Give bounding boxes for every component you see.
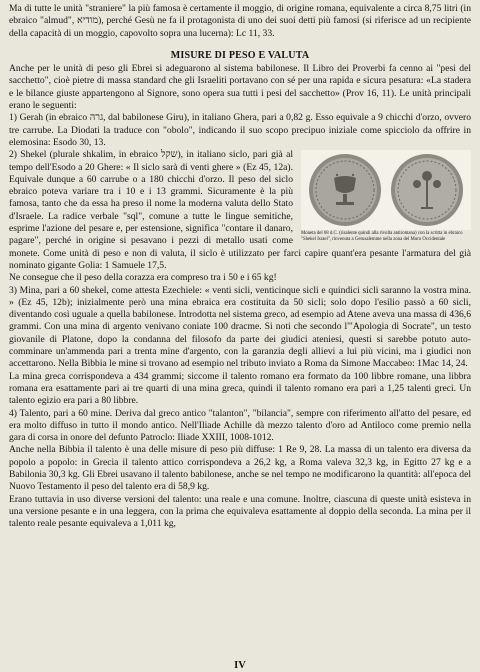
talent-paragraph: 4) Talento, pari a 60 mine. Deriva dal greco antico "talanton", "bilancia", sempre con riferimento all'atto del pesare, ed era molto diffuso in tutto il mondo antico. Nell'Iliade Achille dà mezzo talento d'oro ad Antiloco come premio nella gara di corsa in onore del defunto Patroclo: Iliade XXIII, 1008-1012. xyxy=(9,407,471,444)
shekel-paragraph: 2) Shekel (plurale shkalim, in ebraico שקל), in italiano siclo, pari già al tempo dell'Esodo a 20 Ghere: « Il siclo sarà di venti ghere » (Ez 45, 12a). Equivale dunque a 60 carrube o a 180 chicchi d'orzo. Il peso del siclo ebraico poteva variare tra i 10 e i 13 grammi. Sicuramente è la più famosa, tanto che da essa ha preso il nome la moderna valuta dello Stato d'Israele. La radice verbale "sql", comune a tutte le lingue semitiche, esprime l'azione del pesare e, per estensione, significa "contare il danaro, pagare", perché in origine si pesavano i pezzi di metallo usati come monete. Come unità di peso e non di valuta, il siclo è utilizzato per farci capire quant'era pesante l'armatura del già nominato gigante Golia: 1 Samuele 17,5. xyxy=(9,149,471,271)
page-number: IV xyxy=(234,659,246,671)
coin-figure xyxy=(301,150,471,242)
shekel-coin-image xyxy=(301,150,471,230)
gerah-paragraph: 1) Gerah (in ebraico גרה, dal babilonese Giru), in italiano Ghera, pari a 0,82 g. Esso equivale a 9 chicchi d'orzo, ovvero tre carrube. La Diodati la traduce con "obolo", indicando il suo scopo precipuo iniziale come spicciolo da offrire in elemosina: Esodo 30, 13. xyxy=(9,112,471,148)
intro-paragraph: Ma di tutte le unità "straniere" la più famosa è certamente il moggio, di origine romana, equivalente a circa 8,75 litri (in ebraico "almud", מודיא), perché Gesù ne fa il protagonista di uno dei suoi detti più famosi (si riferisce ad un recipiente della capacità di un moggio, capovolto sopra una lucerna): Lc 11, 33. xyxy=(9,3,471,39)
coin-caption: Moneta del 68 d.C. (risalente quindi alla rivolta antiromana) con la scritta in ebraico "Shekel Israel", rinvenuta a Gerusalemme nella zona del Muro Occidentale xyxy=(301,231,463,242)
greek-mina-paragraph: La mina greca corrispondeva a 434 grammi; siccome il talento romano era formato da 100 libbre romane, una libbra romana era esattamente pari ai tre quarti di una mina greca, quindi il talento romano era pari a 1,25 talenti greci. Un talento egizio era pari a 80 libbre. xyxy=(9,370,471,407)
section-title: MISURE DI PESO E VALUTA xyxy=(170,49,310,61)
talent-versions-paragraph: Erano tuttavia in uso diverse versioni del talento: una reale e una comune. Inoltre, ciascuna di queste unità esisteva in una versione pesante e in una leggera, con la prima che equivaleva esattamente al doppio della seconda. La mina per il talento reale pesante equivaleva a 1,011 kg, xyxy=(9,493,471,530)
weights-intro-paragraph: Anche per le unità di peso gli Ebrei si adeguarono al sistema babilonese. Il Libro dei Proverbi fa cenno ai "pesi del sacchetto", cioè pietre di massa standard che gli Israeliti portavano con sé per una rapida e sicura pesatura: «La stadera e le bilance giuste appartengono al Signore, sono opera sua tutti i pesi del sacchetto» (Prov 16, 11). Le unità principali erano le seguenti: xyxy=(9,63,471,112)
mina-paragraph: 3) Mina, pari a 60 shekel, come attesta Ezechiele: « venti sicli, venticinque sicli e quindici sicli saranno la vostra mina. » (Ez 45, 12b); inizialmente però una mina ebraica era costituita da 50 sicli; solo dopo l'esilio passò a 60 sicli, diventando così uguale a quella babilonese. Introdotta nel sistema greco, ad esempio ad Atene aveva una massa di 436,6 grammi. Con una mina di argento venivano coniate 100 dracme. Si noti che secondo l'"Apologia di Socrate", un testo giovanile di Platone, dopo la condanna del filosofo da parte dei giudici ateniesi, questi si sarebbe potuto auto-comminare un'ammenda pari a trenta mine d'argento, con la garanzia degli allievi a lui più vicini, ma i giudici non accettarono. Nella Bibbia le mine si trovano ad esempio nel tributo inviato a Roma da Simone Maccabeo: 1Mac 14, 24. xyxy=(9,284,471,370)
armor-weight-paragraph: Ne consegue che il peso della corazza era compreso tra i 50 e i 65 kg! xyxy=(9,272,277,284)
bible-talent-paragraph: Anche nella Bibbia il talento è una delle misure di peso più diffuse: 1 Re 9, 28. La massa di un talento era diversa da popolo a popolo: in Grecia il talento attico corrispondeva a 26,2 kg, a Roma valeva 32,3 kg, in Egitto 27 kg e a Babilonia 30,3 kg. Gli Ebrei usavano il talento babilonese, anche se nel tempo ne modificarono la quantità: all'epoca del Nuovo Testamento il peso del talento era di 58,9 kg. xyxy=(9,444,471,493)
